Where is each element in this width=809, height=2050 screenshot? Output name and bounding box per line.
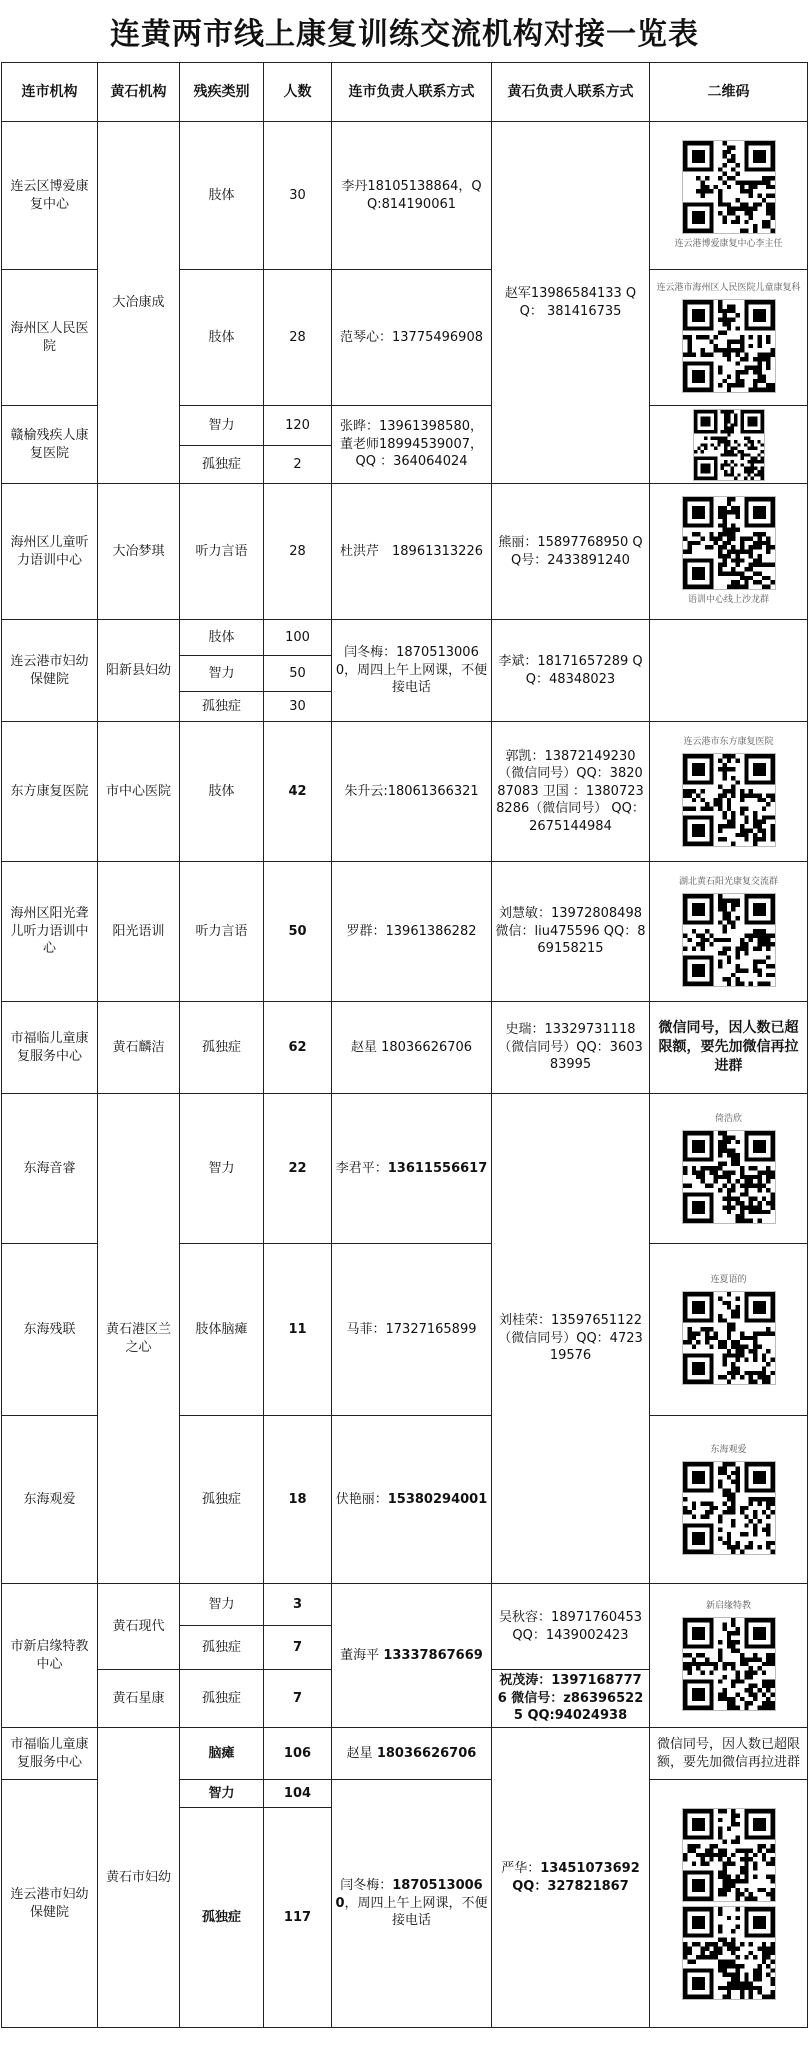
lian-org: 连云区博爱康复中心 bbox=[2, 122, 98, 270]
qr-cell bbox=[650, 406, 808, 484]
category: 孤独症 bbox=[180, 1808, 264, 2028]
lian-contact: 范琴心：13775496908 bbox=[332, 270, 492, 406]
qr-caption: 湖北黄石阳光康复交流群 bbox=[678, 877, 778, 888]
count: 104 bbox=[264, 1780, 332, 1808]
count: 3 bbox=[264, 1584, 332, 1626]
header-cell: 残疾类别 bbox=[180, 63, 264, 122]
qr-caption: 连夏语的 bbox=[710, 1275, 747, 1286]
header-cell: 人数 bbox=[264, 63, 332, 122]
lian-org: 海州区儿童听力语训中心 bbox=[2, 484, 98, 620]
qr-cell-empty bbox=[650, 620, 808, 722]
lian-org: 赣榆残疾人康复医院 bbox=[2, 406, 98, 484]
lian-contact-phone: 15380294001 bbox=[387, 1491, 488, 1507]
lian-contact-phone: 18036626706 bbox=[376, 1745, 477, 1761]
qr-code-icon[interactable] bbox=[682, 1906, 776, 2000]
lian-org: 东海观爱 bbox=[2, 1416, 98, 1584]
header-cell: 连市机构 bbox=[2, 63, 98, 122]
huang-contact: 李斌：18171657289 QQ：48348023 bbox=[492, 620, 650, 722]
qr-caption: 东海观爱 bbox=[710, 1445, 747, 1456]
qr-caption: 倚浩欣 bbox=[714, 1114, 742, 1125]
table-row bbox=[2, 484, 808, 620]
lian-contact-name: 赵星 bbox=[346, 1745, 377, 1761]
qr-code-icon[interactable] bbox=[682, 1130, 776, 1224]
header-cell: 黄石机构 bbox=[98, 63, 180, 122]
count: 50 bbox=[264, 862, 332, 1002]
qr-cell bbox=[650, 862, 808, 1002]
huang-org: 阳光语训 bbox=[98, 862, 180, 1002]
category: 孤独症 bbox=[180, 692, 264, 722]
category: 智力 bbox=[180, 1584, 264, 1626]
huang-org: 黄石港区兰之心 bbox=[98, 1094, 180, 1584]
qr-cell bbox=[650, 1244, 808, 1416]
note: 微信同号，因人数已超限额，要先加微信再拉进群 bbox=[650, 1002, 808, 1094]
lian-org: 海州区人民医院 bbox=[2, 270, 98, 406]
qr-caption: 新启缘特教 bbox=[705, 1601, 751, 1612]
lian-contact: 马菲：17327165899 bbox=[332, 1244, 492, 1416]
lian-contact-name: 闫冬梅： bbox=[340, 1878, 393, 1894]
table-row bbox=[2, 1728, 808, 1780]
lian-contact: 赵星 18036626706 bbox=[332, 1002, 492, 1094]
huang-contact: 祝茂涛：13971687776 微信号：z863965225 QQ:94024938 bbox=[492, 1670, 650, 1728]
count: 28 bbox=[264, 484, 332, 620]
count: 120 bbox=[264, 406, 332, 446]
lian-contact: 罗群：13961386282 bbox=[332, 862, 492, 1002]
count: 30 bbox=[264, 122, 332, 270]
huang-org: 市中心医院 bbox=[98, 722, 180, 862]
category: 智力 bbox=[180, 1094, 264, 1244]
huang-contact-phone: 13451073692 bbox=[540, 1860, 640, 1876]
lian-org: 东海音睿 bbox=[2, 1094, 98, 1244]
table-row bbox=[2, 1002, 808, 1094]
lian-contact-phone: 13611556617 bbox=[387, 1160, 488, 1176]
qr-cell bbox=[650, 1584, 808, 1728]
huang-org: 黄石市妇幼 bbox=[98, 1728, 180, 2028]
lian-contact: 杜洪芹 18961313226 bbox=[332, 484, 492, 620]
count: 7 bbox=[264, 1670, 332, 1728]
lian-org: 市福临儿童康复服务中心 bbox=[2, 1002, 98, 1094]
category: 智力 bbox=[180, 1780, 264, 1808]
category: 肢体 bbox=[180, 620, 264, 656]
category: 听力言语 bbox=[180, 862, 264, 1002]
lian-contact-name: 董海平 bbox=[340, 1647, 384, 1663]
count: 28 bbox=[264, 270, 332, 406]
count: 30 bbox=[264, 692, 332, 722]
qr-caption: 语训中心线上沙龙群 bbox=[687, 595, 769, 606]
category: 孤独症 bbox=[180, 1670, 264, 1728]
category: 脑瘫 bbox=[180, 1728, 264, 1780]
header-cell: 二维码 bbox=[650, 63, 808, 122]
lian-org: 东海残联 bbox=[2, 1244, 98, 1416]
header-row bbox=[2, 63, 808, 122]
huang-org: 黄石星康 bbox=[98, 1670, 180, 1728]
category: 孤独症 bbox=[180, 1626, 264, 1670]
lian-contact-name: 李君平： bbox=[335, 1160, 388, 1176]
qr-cell bbox=[650, 484, 808, 620]
huang-org: 大冶梦琪 bbox=[98, 484, 180, 620]
lian-org: 连云港市妇幼保健院 bbox=[2, 620, 98, 722]
header-cell: 连市负责人联系方式 bbox=[332, 63, 492, 122]
count: 106 bbox=[264, 1728, 332, 1780]
count: 62 bbox=[264, 1002, 332, 1094]
lian-contact: 朱升云:18061366321 bbox=[332, 722, 492, 862]
category: 肢体 bbox=[180, 722, 264, 862]
qr-code-icon[interactable] bbox=[682, 753, 776, 847]
huang-contact: 吴秋容：18971760453 QQ：1439002423 bbox=[492, 1584, 650, 1670]
lian-contact-phone: 18705130060 bbox=[335, 1878, 483, 1911]
qr-code-icon[interactable] bbox=[682, 140, 776, 234]
count: 18 bbox=[264, 1416, 332, 1584]
count: 100 bbox=[264, 620, 332, 656]
category: 智力 bbox=[180, 406, 264, 446]
count: 117 bbox=[264, 1808, 332, 2028]
lian-contact-name: 伏艳丽： bbox=[335, 1491, 388, 1507]
qr-caption: 连云港市东方康复医院 bbox=[683, 737, 774, 748]
count: 22 bbox=[264, 1094, 332, 1244]
qr-code-icon[interactable] bbox=[693, 409, 765, 481]
count: 42 bbox=[264, 722, 332, 862]
category: 听力言语 bbox=[180, 484, 264, 620]
qr-code-icon[interactable] bbox=[682, 1808, 776, 1902]
huang-org: 阳新县妇幼 bbox=[98, 620, 180, 722]
huang-org: 大冶康成 bbox=[98, 122, 180, 484]
qr-code-icon[interactable] bbox=[682, 299, 776, 393]
lian-contact bbox=[332, 1416, 492, 1584]
qr-code-icon[interactable] bbox=[682, 1617, 776, 1711]
huang-contact bbox=[492, 1728, 650, 2028]
count: 11 bbox=[264, 1244, 332, 1416]
qr-code-icon[interactable] bbox=[682, 1461, 776, 1555]
lian-contact-note: ，周四上午上网课，不便接电话 bbox=[344, 1895, 488, 1929]
lian-contact: 李丹18105138864，QQ:814190061 bbox=[332, 122, 492, 270]
huang-contact: 刘慧敏：13972808498 微信：liu475596 QQ：869158215 bbox=[492, 862, 650, 1002]
note: 微信同号，因人数已超限额，要先加微信再拉进群 bbox=[650, 1728, 808, 1780]
qr-cell bbox=[650, 1094, 808, 1244]
category: 孤独症 bbox=[180, 1416, 264, 1584]
category: 孤独症 bbox=[180, 1002, 264, 1094]
category: 肢体 bbox=[180, 270, 264, 406]
huang-contact: 熊丽：15897768950 QQ号：2433891240 bbox=[492, 484, 650, 620]
table-row bbox=[2, 620, 808, 656]
lian-contact bbox=[332, 1094, 492, 1244]
lian-contact-phone: 13337867669 bbox=[383, 1647, 483, 1663]
table-row bbox=[2, 722, 808, 862]
lian-contact bbox=[332, 1728, 492, 1780]
header-cell: 黄石负责人联系方式 bbox=[492, 63, 650, 122]
lian-org: 连云港市妇幼保健院 bbox=[2, 1780, 98, 2028]
huang-contact-qq: QQ：327821867 bbox=[512, 1878, 629, 1894]
page-title: 连黄两市线上康复训练交流机构对接一览表 bbox=[110, 17, 699, 52]
category: 智力 bbox=[180, 656, 264, 692]
qr-code-icon[interactable] bbox=[682, 1291, 776, 1385]
qr-caption: 连云港市海州区人民医院儿童康复科 bbox=[656, 283, 801, 294]
count: 50 bbox=[264, 656, 332, 692]
lian-contact bbox=[332, 1780, 492, 2028]
qr-cell bbox=[650, 270, 808, 406]
lian-contact bbox=[332, 1584, 492, 1728]
huang-contact: 刘桂荣：13597651122（微信同号）QQ：472319576 bbox=[492, 1094, 650, 1584]
table-row bbox=[2, 1584, 808, 1626]
category: 肢体 bbox=[180, 122, 264, 270]
contact-table bbox=[1, 62, 808, 2028]
lian-org: 海州区阳光聋儿听力语训中心 bbox=[2, 862, 98, 1002]
qr-caption: 连云港博爱康复中心李主任 bbox=[674, 239, 783, 250]
table-row bbox=[2, 122, 808, 270]
category: 肢体脑瘫 bbox=[180, 1244, 264, 1416]
qr-cell bbox=[650, 722, 808, 862]
qr-code-icon[interactable] bbox=[682, 893, 776, 987]
qr-cell bbox=[650, 1416, 808, 1584]
count: 7 bbox=[264, 1626, 332, 1670]
huang-contact: 赵军13986584133 QQ： 381416735 bbox=[492, 122, 650, 484]
category: 孤独症 bbox=[180, 446, 264, 484]
huang-org: 黄石麟洁 bbox=[98, 1002, 180, 1094]
table-row bbox=[2, 1094, 808, 1244]
lian-contact: 闫冬梅：18705130060，周四上午上网课，不便接电话 bbox=[332, 620, 492, 722]
qr-code-icon[interactable] bbox=[682, 496, 776, 590]
huang-contact: 史瑞：13329731118（微信同号）QQ：360383995 bbox=[492, 1002, 650, 1094]
lian-org: 东方康复医院 bbox=[2, 722, 98, 862]
lian-org: 市新启缘特教中心 bbox=[2, 1584, 98, 1728]
qr-cell bbox=[650, 122, 808, 270]
huang-org: 黄石现代 bbox=[98, 1584, 180, 1670]
huang-contact: 郭凯：13872149230（微信同号）QQ：382087083 卫国 ：13807238286（微信同号） QQ：2675144984 bbox=[492, 722, 650, 862]
lian-org: 市福临儿童康复服务中心 bbox=[2, 1728, 98, 1780]
lian-contact: 张晔：13961398580，董老师18994539007，QQ ：364064024 bbox=[332, 406, 492, 484]
table-row bbox=[2, 862, 808, 1002]
huang-contact-name: 严华： bbox=[501, 1860, 541, 1876]
qr-cell bbox=[650, 1780, 808, 2028]
count: 2 bbox=[264, 446, 332, 484]
